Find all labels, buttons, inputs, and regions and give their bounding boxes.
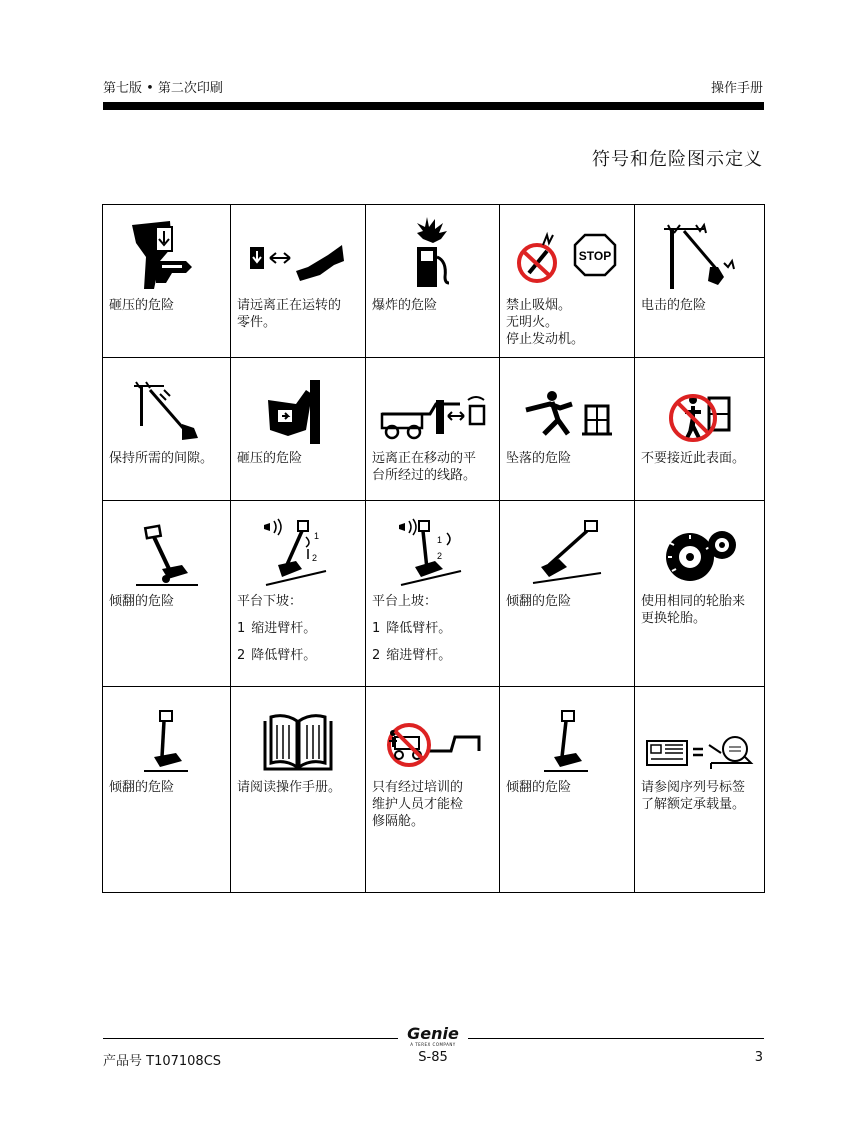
symbol-caption: 倾翻的危险	[506, 780, 572, 795]
symbol-caption: 平台上坡：	[372, 594, 438, 609]
platform-uphill-icon	[372, 507, 493, 587]
explosion-hazard-icon	[372, 211, 493, 291]
header-edition: 第七版 • 第二次印刷	[103, 81, 223, 96]
genie-logo	[398, 1026, 468, 1052]
logo-tagline: A TEREX COMPANY	[410, 1042, 456, 1047]
header-rule	[103, 102, 764, 110]
step-item: 2 降低臂杆。	[237, 648, 317, 663]
symbol-caption: 远离正在移动的平 台所经过的线路。	[372, 451, 477, 483]
symbol-cell	[103, 687, 231, 893]
symbols-table	[102, 204, 765, 893]
moving-platform-path-icon	[372, 364, 493, 444]
fall-hazard-icon	[506, 364, 628, 444]
same-tire-replacement-icon	[641, 507, 758, 587]
logo-wordmark: Genie	[407, 1024, 459, 1043]
page-title: 符号和危险图示定义	[592, 149, 763, 170]
svg-text:2: 2	[436, 551, 442, 561]
symbol-cell	[500, 687, 635, 893]
symbol-caption: 爆炸的危险	[372, 298, 438, 313]
moving-parts-keep-away-icon	[237, 211, 359, 291]
step-item: 1 缩进臂杆。	[237, 621, 317, 636]
crush-hazard-hand-icon	[109, 211, 224, 291]
footer-part-number: 产品号 T107108CS	[103, 1054, 222, 1069]
symbol-cell	[103, 358, 231, 501]
symbol-cell	[635, 687, 765, 893]
symbol-cell	[366, 501, 500, 687]
no-smoking-no-flame-stop-engine-icon	[506, 211, 628, 291]
symbol-caption: 禁止吸烟。 无明火。 停止发动机。	[506, 298, 585, 347]
symbol-caption: 只有经过培训的 维护人员才能检 修隔舱。	[372, 780, 464, 829]
symbol-cell	[231, 501, 366, 687]
symbol-cell	[231, 687, 366, 893]
symbol-cell	[635, 205, 765, 358]
step-item: 2 缩进臂杆。	[372, 648, 452, 663]
symbol-caption: 保持所需的间隙。	[109, 451, 214, 466]
symbol-cell	[366, 358, 500, 501]
symbol-cell	[103, 501, 231, 687]
symbol-caption: 砸压的危险	[237, 451, 303, 466]
footer-page-number: 3	[754, 1050, 763, 1065]
symbol-cell	[635, 358, 765, 501]
symbol-caption: 不要接近此表面。	[641, 451, 746, 466]
symbol-cell	[366, 205, 500, 358]
table-row	[103, 205, 765, 358]
svg-text:2: 2	[312, 553, 318, 563]
symbol-caption: 请远离正在运转的 零件。	[237, 298, 342, 330]
electrocution-hazard-icon	[641, 211, 758, 291]
tip-over-slope-icon	[506, 507, 628, 587]
table-row	[103, 501, 765, 687]
symbol-caption: 电击的危险	[641, 298, 707, 313]
svg-text:1: 1	[436, 535, 442, 545]
symbol-caption: 平台下坡：	[237, 594, 303, 609]
symbol-cell	[500, 501, 635, 687]
symbol-caption: 砸压的危险	[109, 298, 175, 313]
symbol-cell	[231, 205, 366, 358]
read-manual-icon	[237, 693, 359, 773]
symbol-caption: 倾翻的危险	[109, 780, 175, 795]
step-item: 1 降低臂杆。	[372, 621, 452, 636]
maintain-clearance-icon	[109, 364, 224, 444]
symbol-cell	[635, 501, 765, 687]
footer-model: S-85	[418, 1050, 448, 1065]
tip-over-raised-icon	[506, 693, 628, 773]
trained-personnel-only-icon	[372, 693, 493, 773]
tip-over-stowed-icon	[109, 693, 224, 773]
crush-hazard-body-icon	[237, 364, 359, 444]
symbol-caption: 使用相同的轮胎来 更换轮胎。	[641, 594, 746, 626]
header-manual-title: 操作手册	[710, 81, 763, 96]
symbol-cell	[366, 687, 500, 893]
symbol-caption: 坠落的危险	[506, 451, 572, 466]
table-row	[103, 358, 765, 501]
symbol-cell	[103, 205, 231, 358]
no-approach-surface-icon	[641, 364, 758, 444]
symbol-cell	[500, 205, 635, 358]
stop-sign-text: STOP	[578, 249, 612, 263]
svg-text:1: 1	[314, 531, 320, 541]
symbol-caption: 请参阅序列号标签 了解额定承载量。	[641, 780, 746, 812]
platform-downhill-icon	[237, 507, 359, 587]
symbol-caption: 倾翻的危险	[109, 594, 175, 609]
serial-label-capacity-icon	[641, 693, 758, 773]
symbol-caption: 请阅读操作手册。	[237, 780, 342, 795]
tip-over-boom-icon	[109, 507, 224, 587]
symbol-cell	[231, 358, 366, 501]
symbol-caption: 倾翻的危险	[506, 594, 572, 609]
table-row	[103, 687, 765, 893]
symbol-cell	[500, 358, 635, 501]
